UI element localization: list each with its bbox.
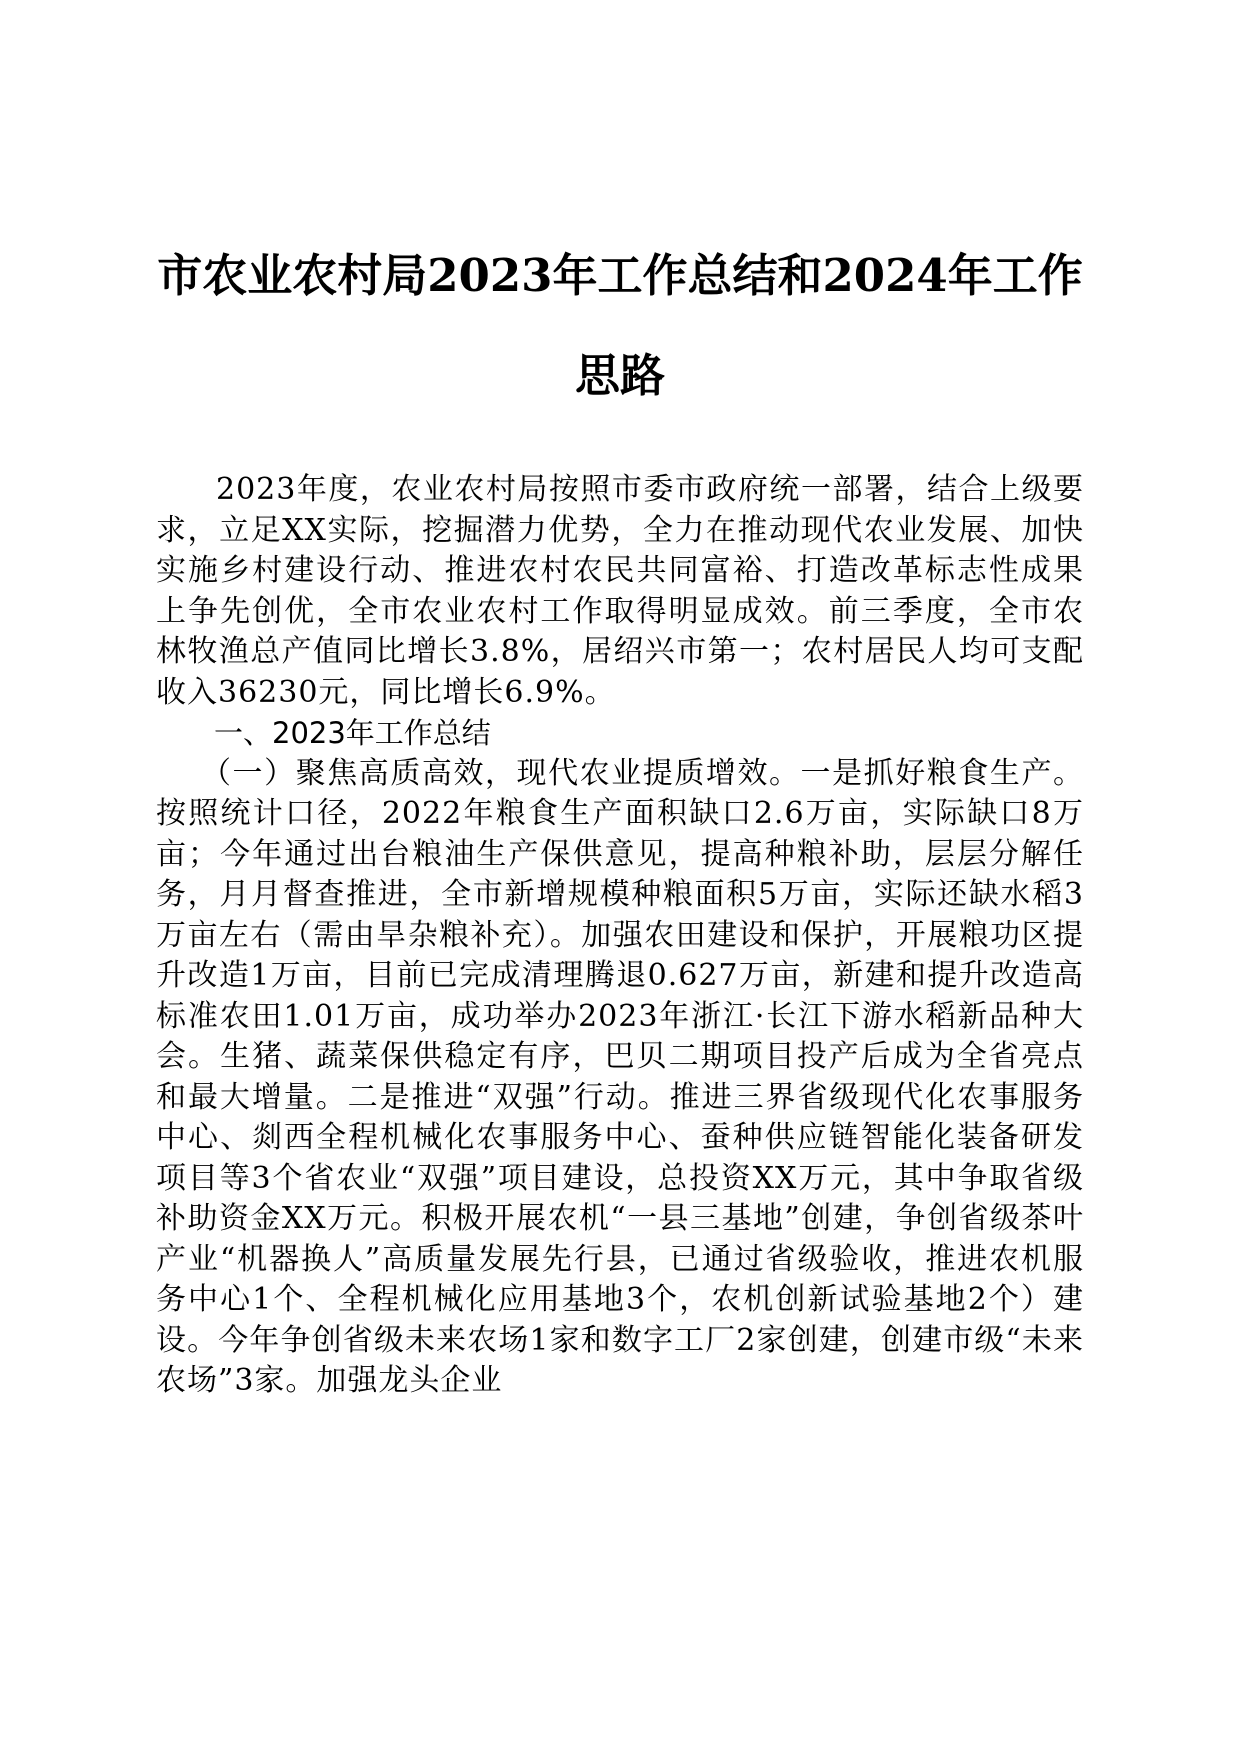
intro-paragraph: 2023年度，农业农村局按照市委市政府统一部署，结合上级要求，立足XX实际，挖掘潜力优势，全力在推动现代农业发展、加快实施乡村建设行动、推进农村农民共同富裕、打造改革标志性成果上争先创优，全市农业农村工作取得明显成效。前三季度，全市农林牧渔总产值同比增长3.8%，居绍兴市第一；农村居民人均可支配收入36230元，同比增长6.9%。	[156, 472, 1084, 710]
section-paragraph: （一）聚焦高质高效，现代农业提质增效。一是抓好粮食生产。按照统计口径，2022年粮食生产面积缺口2.6万亩，实际缺口8万亩；今年通过出台粮油生产保供意见，提高种粮补助，层层分解任务，月月督查推进，全市新增规模种粮面积5万亩，实际还缺水稻3万亩左右（需由旱杂粮补充）。加强农田建设和保护，开展粮功区提升改造1万亩，目前已完成清理腾退0.627万亩，新建和提升改造高标准农田1.01万亩，成功举办2023年浙江·长江下游水稻新品种大会。生猪、蔬菜保供稳定有序，巴贝二期项目投产后成为全省亮点和最大增量。二是推进“双强”行动。推进三界省级现代化农事服务中心、剡西全程机械化农事服务中心、蚕种供应链智能化装备研发项目等3个省农业“双强”项目建设，总投资XX万元，其中争取省级补助资金XX万元。积极开展农机“一县三基地”创建，争创省级茶叶产业“机器换人”高质量发展先行县，已通过省级验收，推进农机服务中心1个、全程机械化应用基地3个，农机创新试验基地2个）建设。今年争创省级未来农场1家和数字工厂2家创建，创建市级“未来农场”3家。加强龙头企业	[156, 755, 1084, 1398]
section-heading: 一、2023年工作总结	[214, 716, 491, 750]
document-body	[156, 470, 1084, 1402]
document-title: 市农业农村局2023年工作总结和2024年工作思路	[157, 249, 1083, 402]
